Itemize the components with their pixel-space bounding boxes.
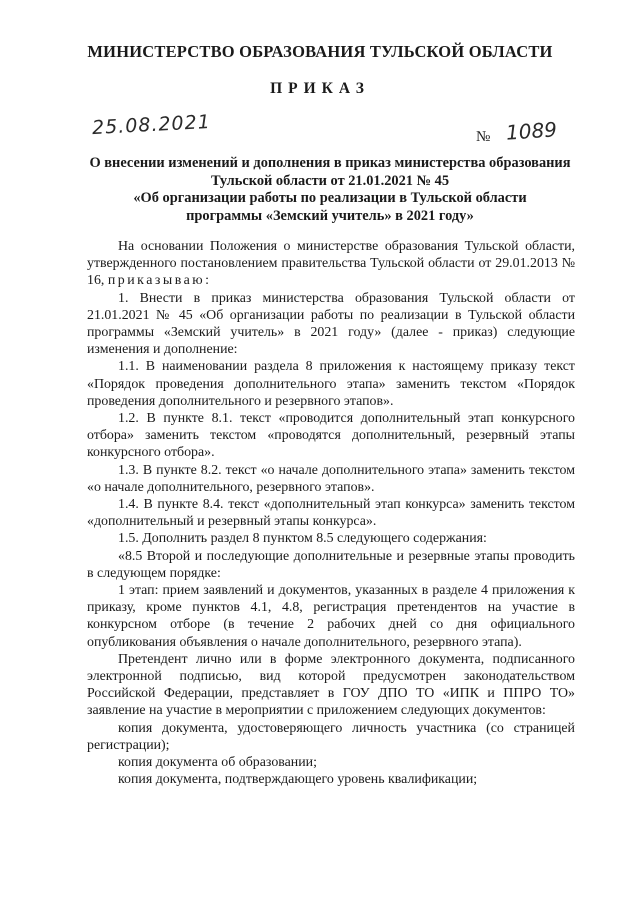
order-title <box>60 155 600 225</box>
paragraph-8-5: «8.5 Второй и последующие дополнительные и резервные этапы проводить в следующем порядке: <box>87 548 575 581</box>
handwritten-date: 25.08.2021 <box>91 110 212 140</box>
paragraph-applicant: Претендент лично или в форме электронного документа, подписанного электронной подписью, вид которой предусмотрен законодательством Российской Федерации, представляет в ГОУ ДПО ТО «ИПК и ППРО ТО» заявление на участие в мероприятии с приложением следующих документов: <box>87 651 575 719</box>
number-label: № <box>476 129 491 145</box>
title-line-2: Тульской области от 21.01.2021 № 45 <box>210 172 450 189</box>
paragraph-1-2: 1.2. В пункте 8.1. текст «проводится дополнительный этап конкурсного отбора» заменить текстом «проводятся дополнительный, резервный этапы конкурсного отбора». <box>87 411 575 461</box>
paragraph-1-1: 1.1. В наименовании раздела 8 приложения к настоящему приказу текст «Порядок проведения дополнительного этапа» заменить текстом «Порядок проведения дополнительного и резервного этапов». <box>87 359 575 409</box>
title-line-3: «Об организации работы по реализации в Тульской области <box>133 190 527 206</box>
title-line-1: О внесении изменений и дополнения в приказ министерства образования <box>89 155 571 171</box>
handwritten-number: 1089 <box>505 117 558 145</box>
paragraph-1: 1. Внести в приказ министерства образования Тульской области от 21.01.2021 № 45 «Об организации работы по реализации в Тульской области программы «Земский учитель» в 2021 году» (далее - приказ) следующие изменения и дополнение: <box>87 290 575 358</box>
paragraph-1-5: 1.5. Дополнить раздел 8 пунктом 8.5 следующего содержания: <box>118 531 487 547</box>
document-item-3: копия документа, подтверждающего уровень квалификации; <box>118 772 478 788</box>
title-line-4: программы «Земский учитель» в 2021 году» <box>186 207 474 224</box>
paragraph-stage-1: 1 этап: прием заявлений и документов, указанных в разделе 4 приложения к приказу, кроме пунктов 4.1, 4.8, регистрация претендентов на участие в конкурсном отборе (в течение 2 рабочих дней со дня официального опубликования объявления о начале дополнительного, резервного этапа). <box>87 583 575 650</box>
document-item-2: копия документа об образовании; <box>118 755 317 771</box>
intro-paragraph <box>87 238 575 290</box>
order-keyword: приказываю: <box>107 273 212 289</box>
paragraph-1-4: 1.4. В пункте 8.4. текст «дополнительный этап конкурса» заменить текстом «дополнительный и резервный этапы конкурса». <box>87 497 575 530</box>
document-type: ПРИКАЗ <box>270 80 370 97</box>
intro-text: На основании Положения о министерстве образования Тульской области, утвержденного постановлением правительства Тульской области от 29.01.2013 № 16, <box>87 239 575 289</box>
paragraph-1-3: 1.3. В пункте 8.2. текст «о начале дополнительного этапа» заменить текстом «о начале дополнительного, резервного этапов». <box>87 462 575 495</box>
document-item-1: копия документа, удостоверяющего личность участника (со страницей регистрации); <box>87 720 575 753</box>
ministry-name: МИНИСТЕРСТВО ОБРАЗОВАНИЯ ТУЛЬСКОЙ ОБЛАСТИ <box>87 42 553 61</box>
order-body <box>87 238 575 789</box>
